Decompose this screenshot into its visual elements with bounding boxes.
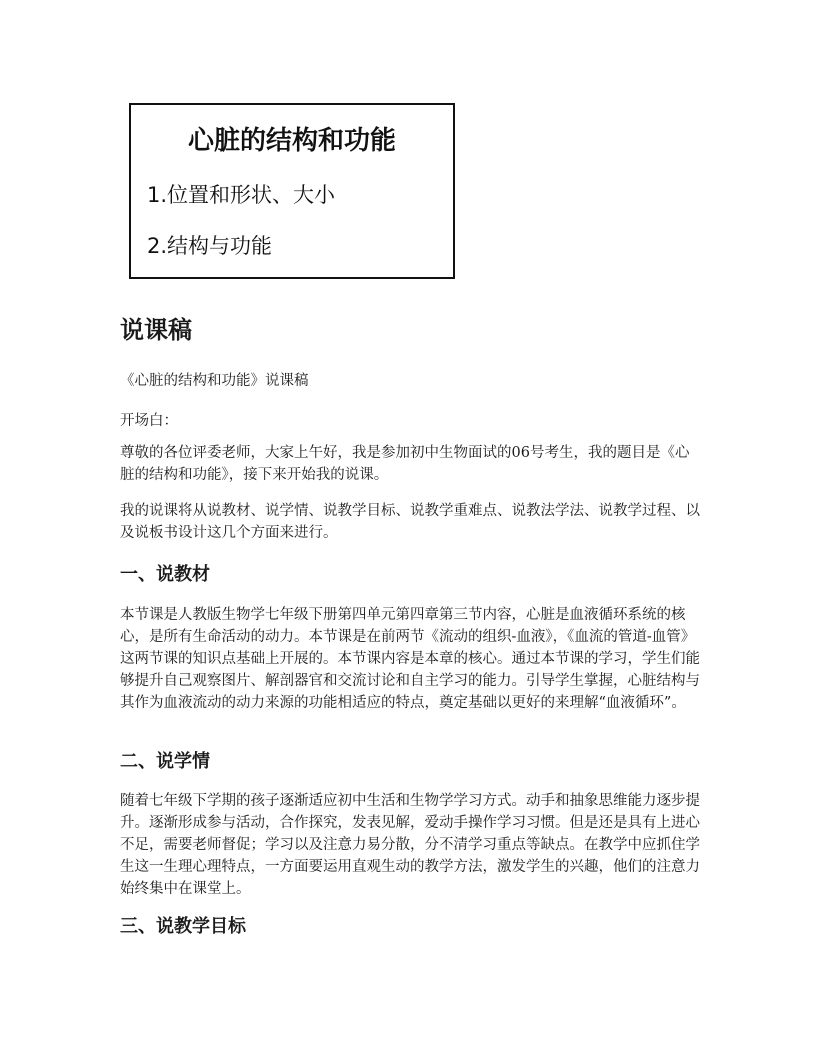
section-heading-textbook: 一、说教材 xyxy=(120,564,210,585)
section-heading-objectives: 三、说教学目标 xyxy=(120,916,246,937)
section-textbook-paragraph: 本节课是人教版生物学七年级下册第四单元第四章第三节内容，心脏是血液循环系统的核心，是所有生命活动的动力。本节课是在前两节《流动的组织-血液》，《血流的管道-血管》这两节课的知识点基础上开展的。本节课内容是本章的核心。通过本节课的学习，学生们能够提升自己观察图片、解剖器官和交流讨论和自主学习的能力。引导学生掌握，心脏结构与其作为血液流动的动力来源的功能相适应的特点，奠定基础以更好的来理解“血液循环”。 xyxy=(120,607,700,711)
document-subtitle: 《心脏的结构和功能》说课稿 xyxy=(120,373,309,389)
opening-paragraph: 尊敬的各位评委老师，大家上午好，我是参加初中生物面试的06号考生，我的题目是《心脏的结构和功能》，接下来开始我的说课。 xyxy=(120,445,690,483)
board-item-structure-function: 2.结构与功能 xyxy=(147,234,273,258)
blackboard-design-box xyxy=(129,103,455,279)
section-students-paragraph: 随着七年级下学期的孩子逐渐适应初中生活和生物学学习方式。动手和抽象思维能力逐步提升。逐渐形成参与活动，合作探究，发表见解，爱动手操作学习习惯。但是还是具有上进心不足，需要老师督促；学习以及注意力易分散，分不清学习重点等缺点。在教学中应抓住学生这一生理心理特点，一方面要运用直观生动的教学方法，激发学生的兴趣，他们的注意力始终集中在课堂上。 xyxy=(120,793,700,897)
opening-label: 开场白： xyxy=(120,413,178,429)
document-title: 说课稿 xyxy=(120,316,192,344)
board-item-position-shape: 1.位置和形状、大小 xyxy=(147,183,336,207)
overview-paragraph: 我的说课将从说教材、说学情、说教学目标、说教学重难点、说教法学法、说教学过程、以及说板书设计这几个方面来进行。 xyxy=(120,503,700,541)
board-title: 心脏的结构和功能 xyxy=(187,126,396,156)
section-heading-students: 二、说学情 xyxy=(120,751,210,772)
